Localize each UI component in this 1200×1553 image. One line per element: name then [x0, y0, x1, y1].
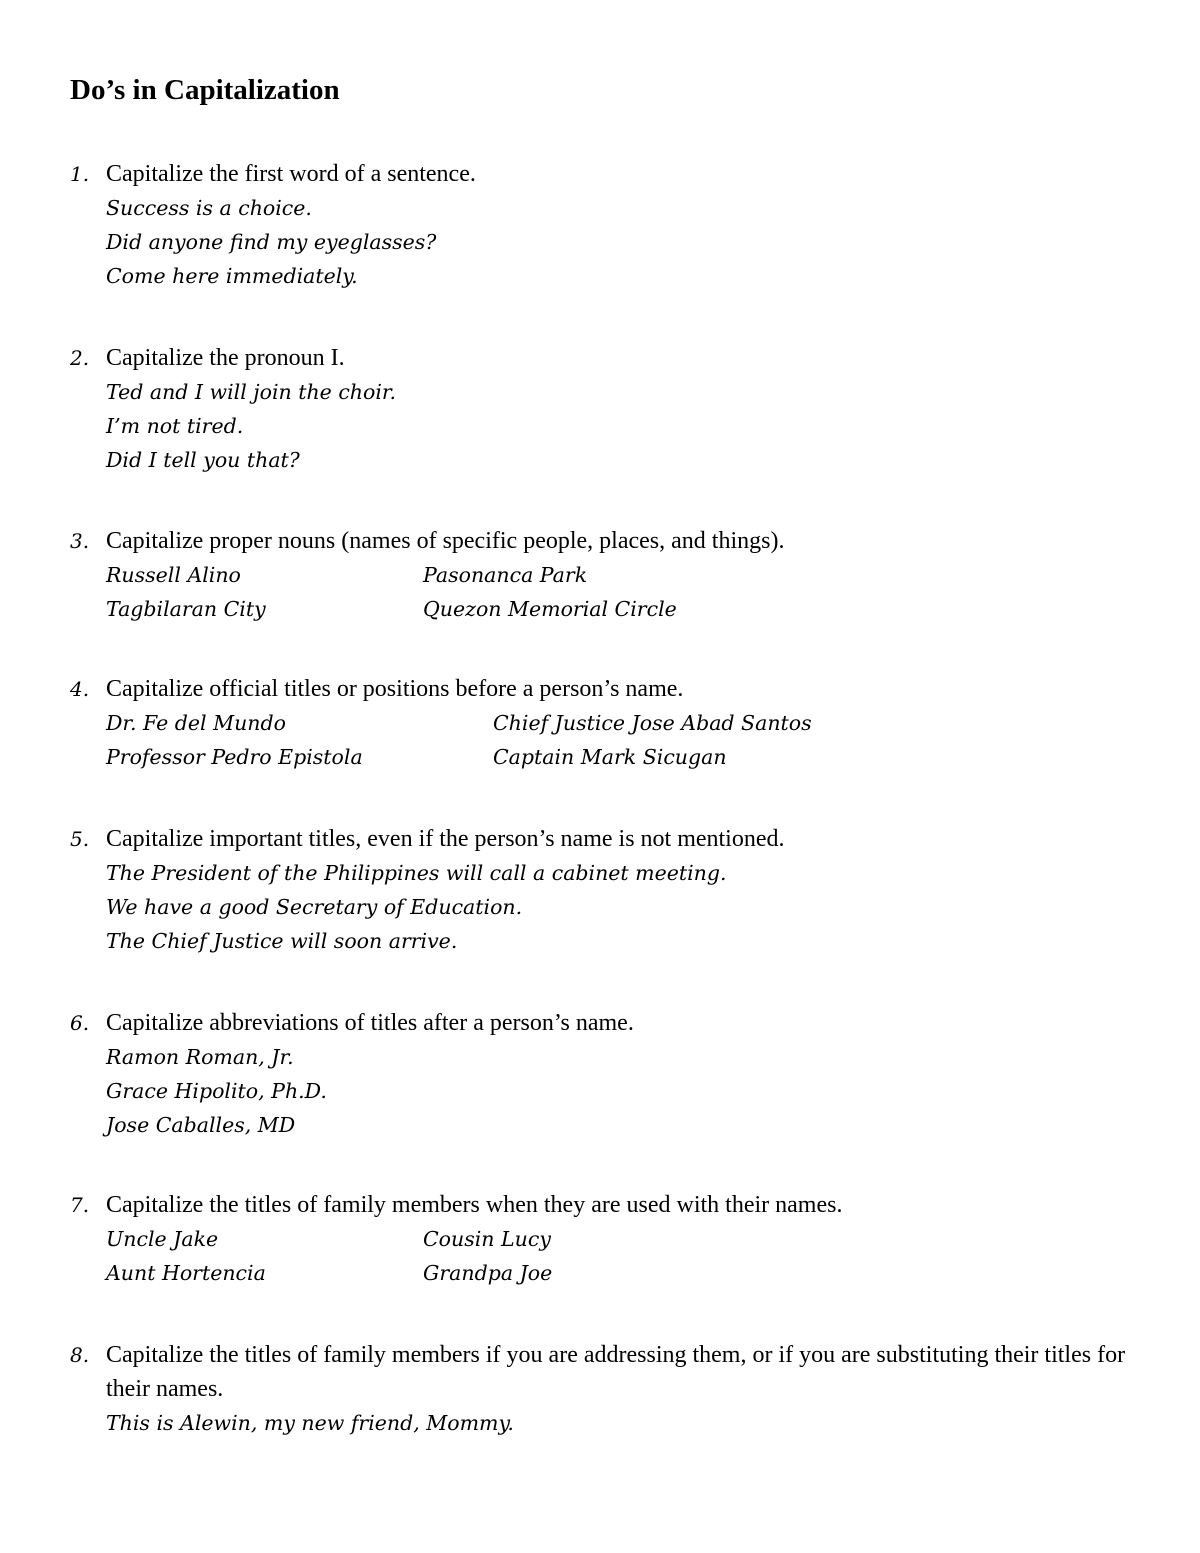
- rule-8: [70, 1338, 1130, 1440]
- rule-text: Capitalize important titles, even if the person’s name is not mentioned.: [106, 826, 785, 852]
- example-name: Pasonanca Park: [423, 563, 588, 587]
- example-list: [70, 1406, 1130, 1440]
- rule-5: [70, 822, 1130, 958]
- example-grid: [106, 1222, 1130, 1290]
- rule-heading: [70, 822, 1130, 856]
- example-sentence: Did I tell you that?: [106, 448, 300, 472]
- rule-text: Capitalize the titles of family members when they are used with their names.: [106, 1192, 843, 1218]
- example-list: [70, 558, 1130, 626]
- example-sentence: Did anyone find my eyeglasses?: [106, 230, 437, 254]
- example-sentence: Grace Hipolito, Ph.D.: [106, 1079, 327, 1103]
- rule-number: 5.: [70, 827, 90, 851]
- example-name: Grandpa Joe: [423, 1261, 553, 1285]
- rule-number: 4.: [70, 677, 90, 701]
- example-sentence: The President of the Philippines will call a cabinet meeting.: [106, 861, 727, 885]
- example-name: Captain Mark Sicugan: [493, 745, 727, 769]
- rule-heading: [70, 672, 1130, 706]
- example-sentence: Ted and I will join the choir.: [106, 380, 396, 404]
- example-sentence: I’m not tired.: [106, 414, 244, 438]
- rule-text: Capitalize the titles of family members if you are addressing them, or if you are substituting their titles for their names.: [106, 1342, 1126, 1402]
- rule-text: Capitalize abbreviations of titles after a person’s name.: [106, 1010, 634, 1036]
- rule-text: Capitalize proper nouns (names of specific people, places, and things).: [106, 528, 785, 554]
- rule-heading: [70, 524, 1130, 558]
- example-grid: [106, 558, 1130, 626]
- rule-number: 6.: [70, 1011, 90, 1035]
- rule-6: [70, 1006, 1130, 1142]
- example-list: [70, 1222, 1130, 1290]
- rule-heading: [70, 1338, 1130, 1406]
- example-sentence: We have a good Secretary of Education.: [106, 895, 523, 919]
- example-sentence: This is Alewin, my new friend, Mommy.: [106, 1411, 514, 1435]
- page-title: Do’s in Capitalization: [70, 74, 340, 106]
- example-list: [70, 191, 1130, 293]
- rule-text: Capitalize the first word of a sentence.: [106, 161, 476, 187]
- rule-heading: [70, 157, 1130, 191]
- rule-number: 3.: [70, 529, 90, 553]
- example-grid: [106, 706, 1130, 774]
- rule-number: 7.: [70, 1193, 90, 1217]
- example-sentence: The Chief Justice will soon arrive.: [106, 929, 458, 953]
- rule-text: Capitalize official titles or positions before a person’s name.: [106, 676, 684, 702]
- rule-heading: [70, 341, 1130, 375]
- example-sentence: Jose Caballes, MD: [106, 1113, 296, 1137]
- example-name: Chief Justice Jose Abad Santos: [493, 711, 812, 735]
- rule-number: 2.: [70, 346, 90, 370]
- example-list: [70, 375, 1130, 477]
- example-list: [70, 706, 1130, 774]
- rule-number: 8.: [70, 1343, 90, 1367]
- example-name: Professor Pedro Epistola: [106, 745, 363, 769]
- example-name: Cousin Lucy: [423, 1227, 551, 1251]
- example-sentence: Success is a choice.: [106, 196, 312, 220]
- rule-2: [70, 341, 1130, 477]
- rule-7: [70, 1188, 1130, 1290]
- example-list: [70, 856, 1130, 958]
- rule-text: Capitalize the pronoun I.: [106, 345, 345, 371]
- rule-heading: [70, 1188, 1130, 1222]
- rule-heading: [70, 1006, 1130, 1040]
- example-name: Dr. Fe del Mundo: [106, 711, 286, 735]
- example-sentence: Ramon Roman, Jr.: [106, 1045, 294, 1069]
- example-name: Aunt Hortencia: [106, 1261, 266, 1285]
- rule-1: [70, 157, 1130, 293]
- example-list: [70, 1040, 1130, 1142]
- example-name: Uncle Jake: [106, 1227, 219, 1251]
- example-name: Russell Alino: [106, 563, 241, 587]
- example-sentence: Come here immediately.: [106, 264, 358, 288]
- example-name: Tagbilaran City: [106, 597, 266, 621]
- rule-number: 1.: [70, 162, 90, 186]
- example-name: Quezon Memorial Circle: [423, 597, 677, 621]
- rule-3: [70, 524, 1130, 626]
- rule-4: [70, 672, 1130, 774]
